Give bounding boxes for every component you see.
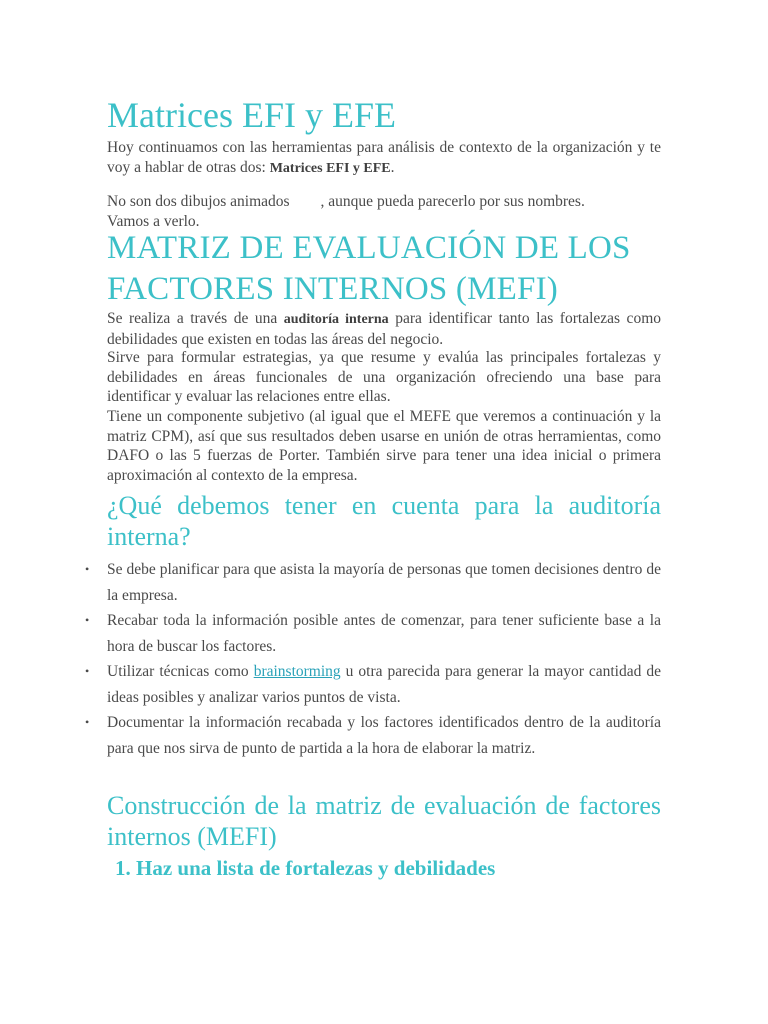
bullet-icon: • [85,613,90,627]
section-heading-audit: ¿Qué debemos tener en cuenta para la auditoría interna? [107,491,661,551]
bullet-icon: • [85,562,90,576]
list-item [85,710,661,761]
bullet-text: Documentar la información recabada y los factores identificados dentro de la auditoría para que nos sirva de punto de partida a la hora de elaborar la matriz. [107,714,661,757]
mefi-p1-end: para identificar tanto las fortalezas como debilidades que existen en todas las áreas del negocio. [107,310,661,348]
list-item [85,557,661,608]
intro-paragraph [107,138,661,178]
list-item [85,608,661,659]
mefi-paragraph-2: Sirve para formular estrategias, ya que resume y evalúa las principales fortalezas y debilidades en áreas funcionales de una organización ofreciendo una base para identificar y evaluar las relaciones entre ellas. [107,349,661,405]
mefi-p1-start: Se realiza a través de una [107,310,284,327]
bullet-icon: • [85,715,90,729]
bullet-text: Se debe planificar para que asista la mayoría de personas que tomen decisiones dentro de la empresa. [107,561,661,604]
mefi-paragraph-3: Tiene un componente subjetivo (al igual que el MEFE que veremos a continuación y la matriz CPM), así que sus resultados deben usarse en unión de otras herramientas, como DAFO o las 5 fuerzas de Porter. También sirve para tener una idea inicial o primera aproximación al contexto de la empresa. [107,408,661,484]
intro-paragraph-2 [107,192,661,231]
page-title: Matrices EFI y EFE [107,95,396,135]
intro-text: Hoy continuamos con las herramientas para análisis de contexto de la organización y te voy a hablar de otras dos: [107,139,661,176]
list-item [85,659,661,710]
section-heading-mefi: MATRIZ DE EVALUACIÓN DE LOS FACTORES INTERNOS (MEFI) [107,230,631,307]
bullet-text: Recabar toda la información posible antes de comenzar, para tener suficiente base a la hora de buscar los factores. [107,612,661,655]
bullet-icon: • [85,664,90,678]
intro-period: . [390,158,395,176]
intro-bold-term: Matrices EFI y EFE [269,160,391,176]
section-heading-construction: Construcción de la matriz de evaluación de factores internos (MEFI) [107,791,661,851]
mefi-p1-bold: auditoría interna [283,312,389,327]
step-1-heading: 1. Haz una lista de fortalezas y debilidades [115,856,496,880]
audit-bullet-list [85,557,661,761]
brainstorming-link[interactable]: brainstorming [253,663,341,680]
intro-line-1: No son dos dibujos animados , aunque pueda parecerlo por sus nombres. [107,193,585,210]
intro-line-2: Vamos a verlo. [107,212,200,230]
mefi-paragraph-1 [107,309,661,349]
bullet-text-start: Utilizar técnicas como [107,663,254,680]
bullet-text-end: u otra parecida para generar la mayor cantidad de ideas posibles y analizar varios puntos de vista. [107,663,661,706]
